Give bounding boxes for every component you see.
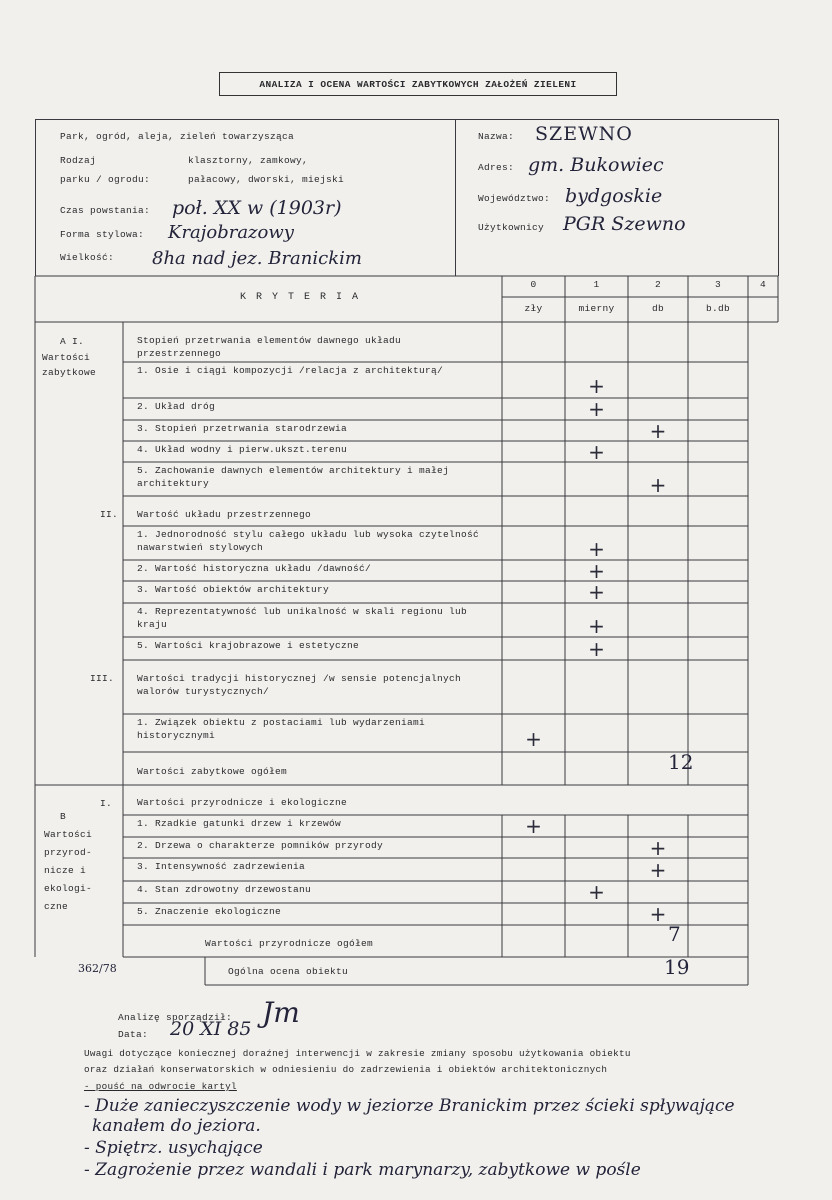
section-b-item-1-mark: + bbox=[525, 814, 542, 838]
section-b-item-4: 4. Stan zdrowotny drzewostanu bbox=[137, 884, 312, 895]
wielkosc-label: Wielkość: bbox=[60, 252, 115, 263]
section-a3-item-1: 1. Związek obiektu z postaciami lub wydarzeniami historycznymi bbox=[137, 717, 426, 741]
section-a-sub1: Wartości bbox=[42, 352, 91, 363]
section-b-item-4-mark: + bbox=[588, 880, 605, 904]
section-a-item-5: 5. Zachowanie dawnych elementów architektury i małej architektury bbox=[137, 465, 450, 489]
section-a-header: Stopień przetrwania elementów dawnego układu przestrzennego bbox=[137, 335, 402, 359]
data-value: 20 XI 85 bbox=[170, 1018, 252, 1040]
score-col-label-1: mierny bbox=[578, 303, 615, 314]
park-type-line: Park, ogród, aleja, zieleń towarzysząca bbox=[60, 131, 295, 142]
parku-values: pałacowy, dworski, miejski bbox=[188, 174, 345, 185]
section-a-item-4-mark: + bbox=[588, 439, 605, 464]
note-4: - Zagrożenie przez wandali i park marynarzy, zabytkowe w pośle bbox=[84, 1160, 641, 1180]
section-a2-item-2-mark: + bbox=[588, 558, 605, 583]
score-col-num-0: 0 bbox=[530, 279, 537, 290]
section-b-sub-2: przyrod- bbox=[44, 847, 93, 858]
total-b-value: 7 bbox=[668, 922, 681, 946]
uwagi-line3: - pouść na odwrocie kartyl bbox=[84, 1081, 237, 1092]
nazwa-label: Nazwa: bbox=[478, 131, 515, 142]
section-b-item-1: 1. Rzadkie gatunki drzew i krzewów bbox=[137, 818, 342, 829]
score-col-num-2: 2 bbox=[654, 279, 661, 290]
section-a2-item-5-mark: + bbox=[588, 636, 605, 661]
forma-value: Krajobrazowy bbox=[168, 222, 294, 243]
section-a-item-1-mark: + bbox=[588, 374, 605, 398]
data-label: Data: bbox=[118, 1029, 149, 1040]
section-b-item-3: 3. Intensywność zadrzewienia bbox=[137, 861, 306, 872]
signature: Jm bbox=[262, 996, 300, 1029]
adres-label: Adres: bbox=[478, 162, 515, 173]
note-2: kanałem do jeziora. bbox=[92, 1116, 261, 1136]
form-title: ANALIZA I OCENA WARTOŚCI ZABYTKOWYCH ZAŁOŻEŃ ZIELENI bbox=[259, 78, 577, 90]
kryteria-label: K R Y T E R I A bbox=[240, 292, 361, 303]
section-a3-label: III. bbox=[90, 673, 115, 684]
section-a-item-2-mark: + bbox=[588, 397, 605, 421]
nazwa-value: SZEWNO bbox=[535, 123, 633, 145]
section-a2-item-1: 1. Jednorodność stylu całego układu lub wysoka czytelność nawarstwień stylowych bbox=[137, 529, 480, 553]
section-a-item-3: 3. Stopień przetrwania starodrzewia bbox=[137, 423, 348, 434]
rodzaj-values: klasztorny, zamkowy, bbox=[188, 155, 309, 166]
section-a2-item-4: 4. Reprezentatywność lub unikalność w skali regionu lub kraju bbox=[137, 606, 468, 630]
total-b-label: Wartości przyrodnicze ogółem bbox=[205, 938, 374, 949]
score-col-label-2: db bbox=[651, 303, 664, 314]
section-a2-header: Wartość układu przestrzennego bbox=[137, 509, 312, 520]
section-a-label: A I. bbox=[60, 336, 85, 347]
section-a3-item-1-mark: + bbox=[525, 727, 542, 751]
section-b-item-3-mark: + bbox=[649, 857, 667, 882]
section-b-label: I. bbox=[100, 798, 113, 809]
uzytkownik-value: PGR Szewno bbox=[563, 213, 686, 235]
czas-value: poł. XX w (1903r) bbox=[172, 197, 342, 219]
section-b-header: Wartości przyrodnicze i ekologiczne bbox=[137, 797, 348, 808]
score-col-num-1: 1 bbox=[593, 279, 600, 290]
section-a-sub2: zabytkowe bbox=[42, 367, 97, 378]
section-b-sub-1: Wartości bbox=[44, 829, 93, 840]
overall-value: 19 bbox=[664, 955, 690, 979]
wojewodztwo-value: bydgoskie bbox=[565, 185, 663, 207]
forma-label: Forma stylowa: bbox=[60, 229, 145, 240]
note-3: - Spiętrz. usychające bbox=[84, 1138, 263, 1158]
uwagi-line1: Uwagi dotyczące koniecznej doraźnej interwencji w zakresie zmiany sposobu użytkowania obiektu bbox=[84, 1048, 631, 1059]
section-b-sub-4: ekologi- bbox=[44, 883, 93, 894]
total-a-label: Wartości zabytkowe ogółem bbox=[137, 766, 288, 777]
score-col-label-0: zły bbox=[524, 303, 543, 314]
section-a2-item-1-mark: + bbox=[588, 537, 605, 561]
section-a2-label: II. bbox=[100, 509, 119, 520]
wojewodztwo-label: Województwo: bbox=[478, 193, 551, 204]
score-col-num-3: 3 bbox=[714, 279, 721, 290]
parku-label: parku / ogrodu: bbox=[60, 174, 151, 185]
section-a2-item-3: 3. Wartość obiektów architektury bbox=[137, 584, 330, 595]
note-1: - Duże zanieczyszczenie wody w jeziorze Branickim przez ścieki spływające bbox=[84, 1096, 735, 1116]
section-a-item-1: 1. Osie i ciągi kompozycji /relacja z architekturą/ bbox=[137, 365, 444, 376]
section-a2-item-2: 2. Wartość historyczna układu /dawność/ bbox=[137, 563, 372, 574]
section-b-sub-0: B bbox=[60, 811, 67, 822]
section-a2-item-5: 5. Wartości krajobrazowe i estetyczne bbox=[137, 640, 360, 651]
section-b-item-2-mark: + bbox=[649, 835, 667, 860]
rodzaj-label: Rodzaj bbox=[60, 155, 97, 166]
section-a-item-5-mark: + bbox=[649, 473, 667, 497]
overall-code: 362/78 bbox=[78, 962, 117, 975]
section-b-sub-5: czne bbox=[44, 901, 69, 912]
uzytkownik-label: Użytkownicy bbox=[478, 222, 545, 233]
wielkosc-value: 8ha nad jez. Branickim bbox=[152, 248, 362, 269]
adres-value: gm. Bukowiec bbox=[528, 154, 664, 176]
section-a2-item-3-mark: + bbox=[588, 580, 605, 604]
score-col-label-3: b.db bbox=[705, 303, 730, 314]
section-a3-header: Wartości tradycji historycznej /w sensie potencjalnych walorów turystycznych/ bbox=[137, 673, 462, 697]
score-col-num-4: 4 bbox=[759, 279, 766, 290]
section-a-item-4: 4. Układ wodny i pierw.ukszt.terenu bbox=[137, 444, 348, 455]
total-a-value: 12 bbox=[668, 750, 694, 774]
section-b-item-5: 5. Znaczenie ekologiczne bbox=[137, 906, 282, 917]
section-b-sub-3: nicze i bbox=[44, 865, 87, 876]
section-b-item-5-mark: + bbox=[649, 902, 667, 926]
czas-label: Czas powstania: bbox=[60, 205, 151, 216]
uwagi-line2: oraz działań konserwatorskich w odniesieniu do zadrzewienia i obiektów architektonicznych bbox=[84, 1064, 608, 1075]
section-a-item-2: 2. Układ dróg bbox=[137, 401, 216, 412]
analiza-label: Analizę sporządził: bbox=[118, 1012, 233, 1023]
section-a2-item-4-mark: + bbox=[588, 614, 605, 638]
section-a-item-3-mark: + bbox=[649, 418, 667, 443]
section-b-sublabels bbox=[44, 808, 93, 916]
overall-label: Ogólna ocena obiektu bbox=[228, 966, 349, 977]
section-b-item-2: 2. Drzewa o charakterze pomników przyrody bbox=[137, 840, 384, 851]
